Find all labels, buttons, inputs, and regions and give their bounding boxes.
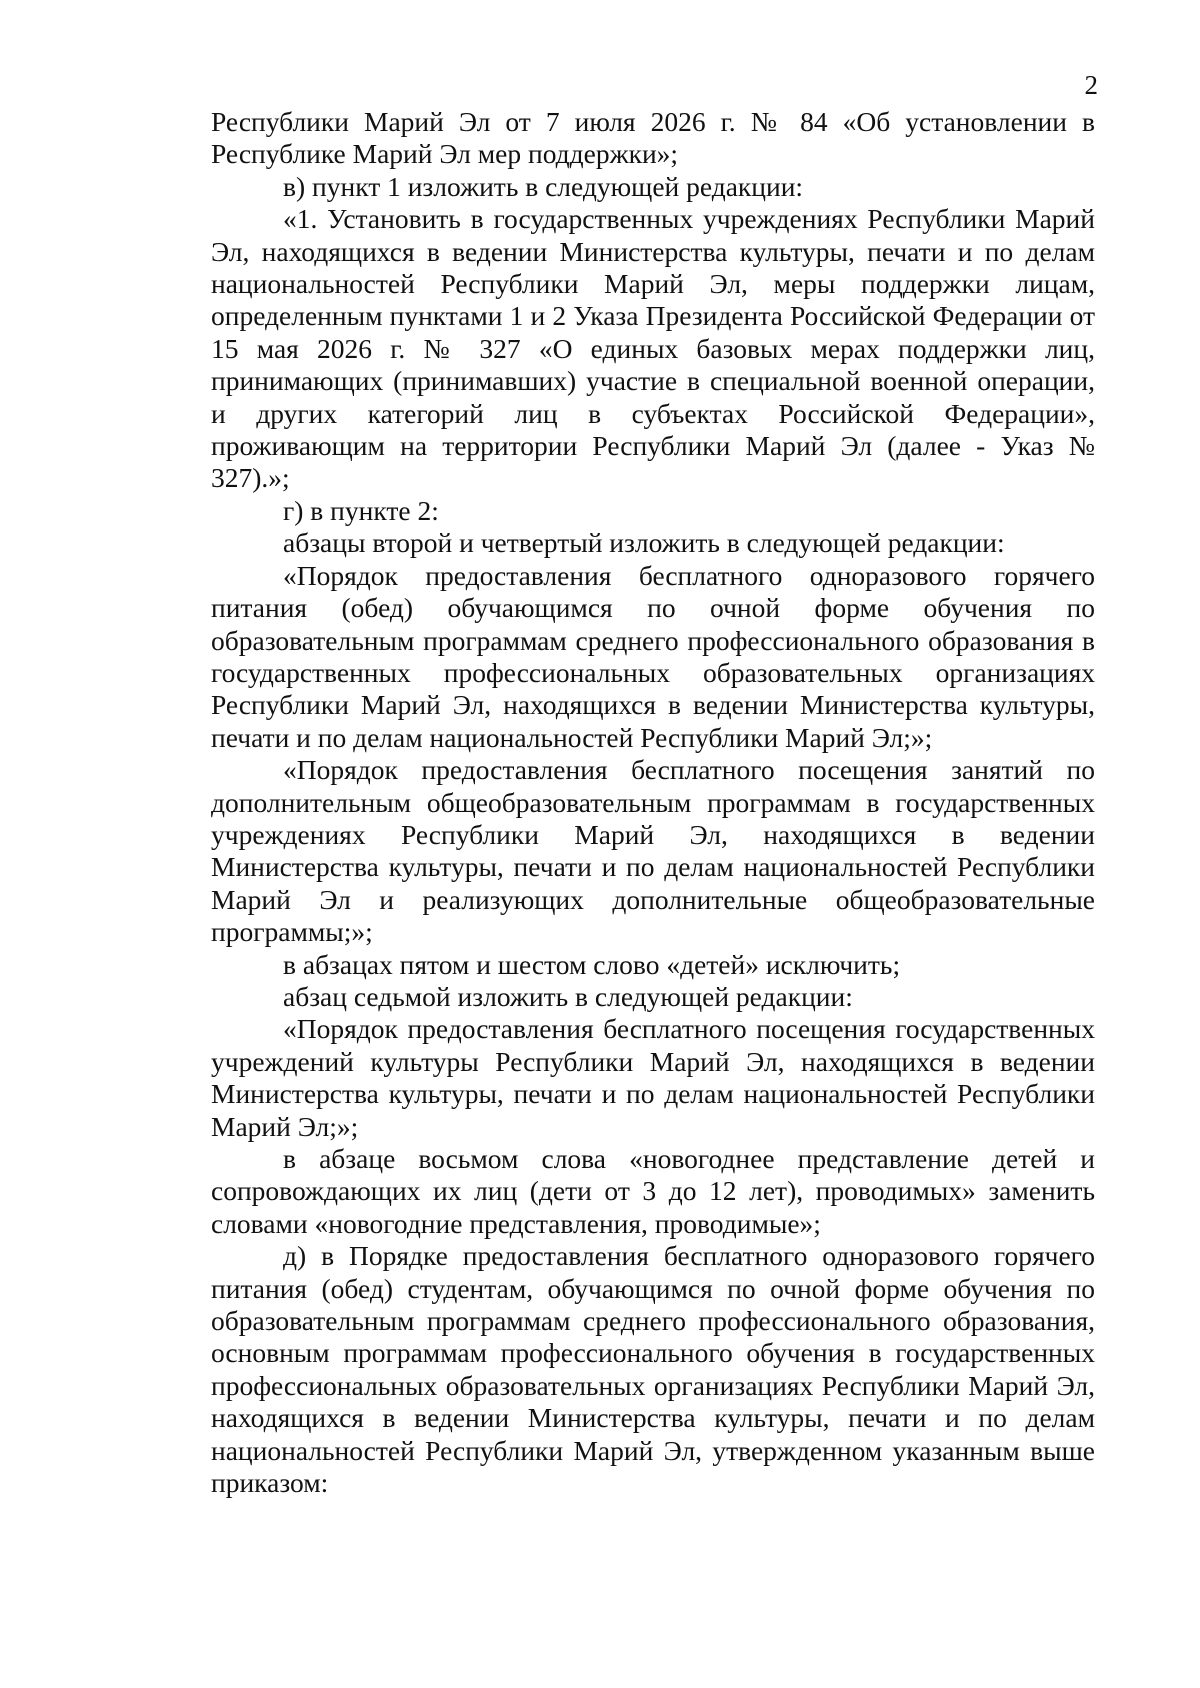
- paragraph: д) в Порядке предоставления бесплатного одноразового горячего питания (обед) студентам, обучающимся по очной форме обучения по образовательным программам среднего профессионального образования, основным программам профессионального обучения в государственных профессиональных образовательных организациях Республики Марий Эл, находящихся в ведении Министерства культуры, печати и по делам национальностей Республики Марий Эл, утвержденном указанным выше приказом:: [211, 1240, 1095, 1499]
- paragraph: «Порядок предоставления бесплатного одноразового горячего питания (обед) обучающимся по очной форме обучения по образовательным программам среднего профессионального образования в государственных профессиональных образовательных организациях Республики Марий Эл, находящихся в ведении Министерства культуры, печати и по делам национальностей Республики Марий Эл;»;: [211, 559, 1095, 753]
- paragraph: в) пункт 1 изложить в следующей редакции:: [283, 170, 804, 202]
- paragraph: «1. Установить в государственных учреждениях Республики Марий Эл, находящихся в ведении Министерства культуры, печати и по делам национальностей Республики Марий Эл, меры поддержки лицам, определенным пунктами 1 и 2 Указа Президента Российской Федерации от 15 мая 2026 г. № 327 «О единых базовых мерах поддержки лиц, принимающих (принимавших) участие в специальной военной операции, и других категорий лиц в субъектах Российской Федерации», проживающим на территории Республики Марий Эл (далее - Указ № 327).»;: [211, 203, 1095, 494]
- paragraph: в абзацах пятом и шестом слово «детей» исключить;: [283, 948, 901, 980]
- page-number: 2: [1084, 70, 1098, 100]
- paragraph: «Порядок предоставления бесплатного посещения занятий по дополнительным общеобразовательным программам в государственных учреждениях Республики Марий Эл, находящихся в ведении Министерства культуры, печати и по делам национальностей Республики Марий Эл и реализующих дополнительные общеобразовательные программы;»;: [211, 754, 1095, 948]
- paragraph: Республики Марий Эл от 7 июля 2026 г. № 84 «Об установлении в Республике Марий Эл мер поддержки»;: [211, 106, 1095, 170]
- document-body: [211, 106, 1095, 1499]
- paragraph: в абзаце восьмом слова «новогоднее представление детей и сопровождающих их лиц (дети от 3 до 12 лет), проводимых» заменить словами «новогодние представления, проводимые»;: [211, 1143, 1095, 1239]
- paragraph: абзацы второй и четвертый изложить в следующей редакции:: [283, 527, 1005, 559]
- paragraph: «Порядок предоставления бесплатного посещения государственных учреждений культуры Республики Марий Эл, находящихся в ведении Министерства культуры, печати и по делам национальностей Республики Марий Эл;»;: [211, 1013, 1095, 1142]
- paragraph: абзац седьмой изложить в следующей редакции:: [283, 980, 853, 1012]
- paragraph: г) в пункте 2:: [283, 494, 439, 526]
